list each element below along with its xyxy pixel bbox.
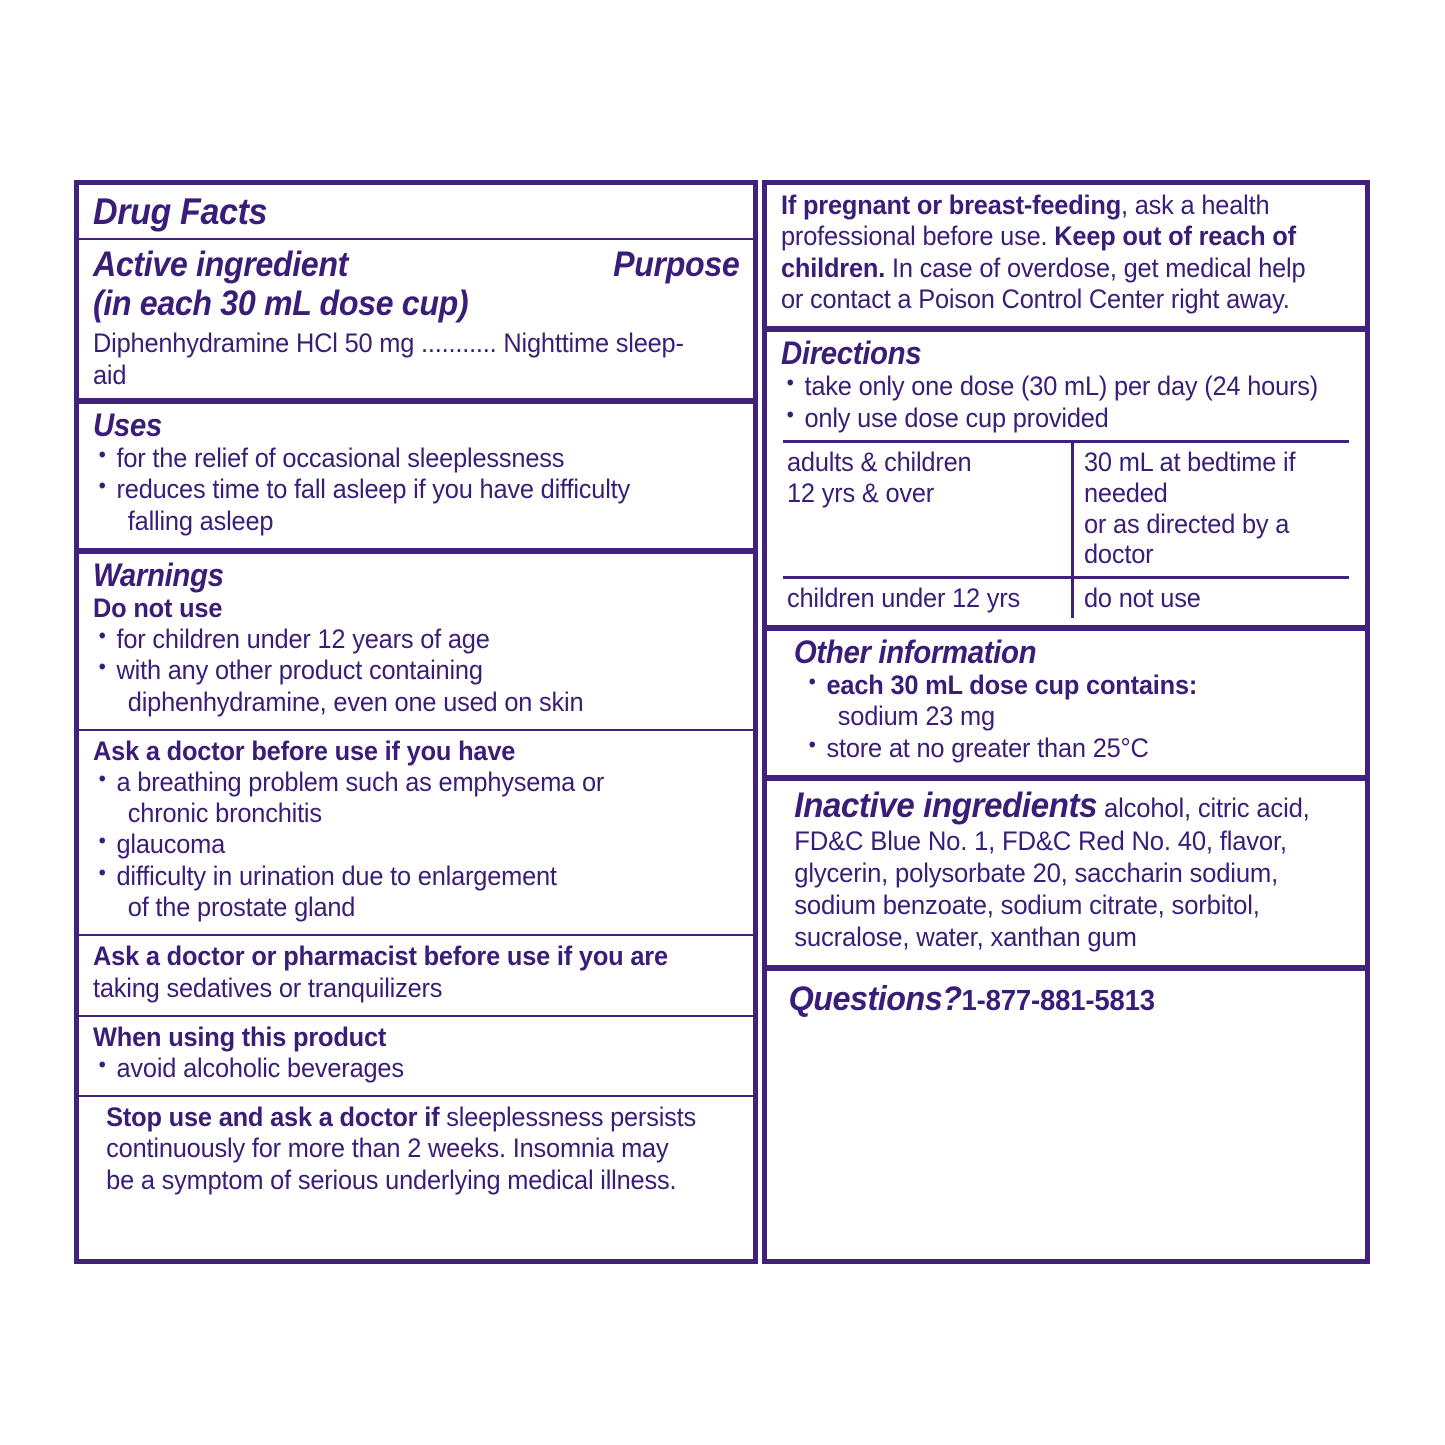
stop-use-section [79, 1095, 753, 1207]
uses-item-1-cont: falling asleep [127, 505, 274, 536]
active-ingredient-heading-line1: Active ingredient [93, 244, 348, 284]
dosage-row-1-who-line1: children under 12 yrs [787, 583, 1021, 614]
ask-doctor-section [79, 729, 753, 934]
do-not-use-item-0-text: for children under 12 years of age [116, 624, 490, 655]
other-info-item-0-cont: sodium 23 mg [837, 701, 995, 732]
ask-pharmacist-normal: taking sedatives or tranquilizers [93, 972, 443, 1003]
ask-doctor-item-2-cont: of the prostate gland [127, 891, 356, 922]
dosage-row-0-who-line2: 12 yrs & over [787, 477, 935, 508]
pregnancy-bold-1: If pregnant or breast-feeding [781, 190, 1122, 220]
do-not-use-heading: Do not use [93, 593, 223, 624]
list-item [781, 371, 1319, 402]
dosage-amount-cell [1073, 442, 1350, 578]
dosage-who-cell [783, 578, 1073, 618]
do-not-use-item-1-text: with any other product containing [116, 655, 483, 686]
ask-doctor-heading: Ask a doctor before use if you have [93, 735, 516, 766]
dosage-row-1-dose-line1: do not use [1084, 583, 1201, 614]
inactive-ingredients-text [781, 781, 1324, 954]
active-ingredient-heading-line2: (in each 30 mL dose cup) [93, 284, 469, 324]
list-item [93, 1053, 702, 1084]
directions-section [767, 326, 1365, 625]
other-information-list [781, 670, 1353, 764]
drug-facts-left-column [74, 180, 758, 1264]
uses-section [79, 398, 753, 548]
list-item [93, 474, 702, 537]
other-information-heading: Other information [793, 633, 1037, 670]
table-row [783, 442, 1349, 578]
ask-pharmacist-bold: Ask a doctor or pharmacist before use if you are [93, 941, 668, 972]
active-ingredient-entry: Diphenhydramine HCl 50 mg ........... Nighttime sleep-aid [93, 328, 684, 390]
purpose-heading: Purpose [612, 244, 740, 284]
ask-doctor-item-2-text: difficulty in urination due to enlargement [116, 860, 557, 891]
uses-heading: Uses [93, 406, 162, 443]
active-ingredient-heading-row [93, 240, 741, 323]
uses-list [93, 443, 741, 537]
list-item [93, 655, 702, 718]
stop-use-normal: sleeplessness persists continuously for more than 2 weeks. Insomnia may be a symptom of serious underlying medical illness. [106, 1102, 697, 1195]
ask-pharmacist-text [93, 941, 702, 1004]
ask-doctor-item-0-text: a breathing problem such as emphysema or [116, 766, 605, 797]
do-not-use-item-1-cont: diphenhydramine, even one used on skin [127, 686, 584, 717]
other-info-item-1-text: store at no greater than 25°C [826, 732, 1149, 763]
inactive-ingredients-section [767, 775, 1365, 965]
drug-facts-right-column [762, 180, 1370, 1264]
pregnancy-warning-text [781, 185, 1319, 315]
pregnancy-normal-2: In case of overdose, get medical help or contact a Poison Control Center right away. [781, 252, 1306, 314]
directions-heading: Directions [781, 335, 922, 372]
ask-doctor-item-0-cont: chronic bronchitis [127, 798, 322, 829]
uses-item-1-text: reduces time to fall asleep if you have difficulty [116, 474, 631, 505]
stop-use-bold: Stop use and ask a doctor if [106, 1102, 440, 1132]
dosage-who-cell [783, 442, 1073, 578]
questions-section [767, 965, 1365, 1030]
pregnancy-warning-section [767, 185, 1365, 326]
page-title: Drug Facts [93, 191, 268, 232]
ask-doctor-list [93, 767, 741, 924]
drug-facts-title-section [79, 185, 753, 238]
when-using-list [93, 1053, 741, 1084]
do-not-use-list [93, 624, 741, 718]
ask-doctor-item-1-text: glaucoma [116, 829, 226, 860]
questions-phone: 1-877-881-5813 [961, 984, 1155, 1017]
directions-item-0-text: take only one dose (30 mL) per day (24 hours) [804, 371, 1319, 402]
list-item [803, 733, 1320, 764]
other-info-item-0-text: each 30 mL dose cup contains: [826, 670, 1198, 701]
questions-line [781, 971, 1324, 1030]
dosage-table [783, 440, 1349, 618]
list-item [803, 670, 1320, 733]
pregnancy-normal-1: , ask a health professional before use. [781, 190, 1270, 252]
dosage-row-0-dose-line1: 30 mL at bedtime if needed [1084, 447, 1296, 508]
ask-pharmacist-section [79, 934, 753, 1015]
when-using-heading: When using this product [93, 1021, 387, 1052]
table-row [783, 578, 1349, 618]
active-ingredient-heading [93, 245, 501, 323]
inactive-ingredients-heading: Inactive ingredients [794, 786, 1098, 826]
warnings-section [79, 548, 753, 729]
dosage-row-0-dose-line2: or as directed by a doctor [1084, 508, 1290, 570]
stop-use-text [93, 1102, 702, 1196]
other-information-section [767, 625, 1365, 775]
active-ingredient-section [79, 238, 753, 398]
directions-list [781, 371, 1353, 434]
when-using-section [79, 1015, 753, 1095]
list-item [781, 403, 1319, 434]
list-item [93, 861, 702, 924]
questions-heading: Questions? [788, 979, 962, 1018]
dosage-amount-cell [1073, 578, 1350, 618]
when-using-item-0-text: avoid alcoholic beverages [116, 1052, 404, 1083]
list-item [93, 829, 702, 860]
warnings-heading: Warnings [93, 557, 224, 594]
pregnancy-bold-2: Keep out of reach of children. [781, 221, 1296, 283]
directions-item-1-text: only use dose cup provided [804, 402, 1109, 433]
list-item [93, 443, 702, 474]
inactive-ingredients-list: alcohol, citric acid, FD&C Blue No. 1, FD&C Red No. 40, flavor, glycerin, polysorbate 20, saccharin sodium, sodium benzoate, sodium citrate, sorbitol, sucralose, water, xanthan gum [794, 793, 1310, 952]
uses-item-0-text: for the relief of occasional sleeplessness [116, 443, 565, 474]
list-item [93, 624, 702, 655]
dosage-row-0-who-line1: adults & children [787, 447, 972, 478]
list-item [93, 767, 702, 830]
